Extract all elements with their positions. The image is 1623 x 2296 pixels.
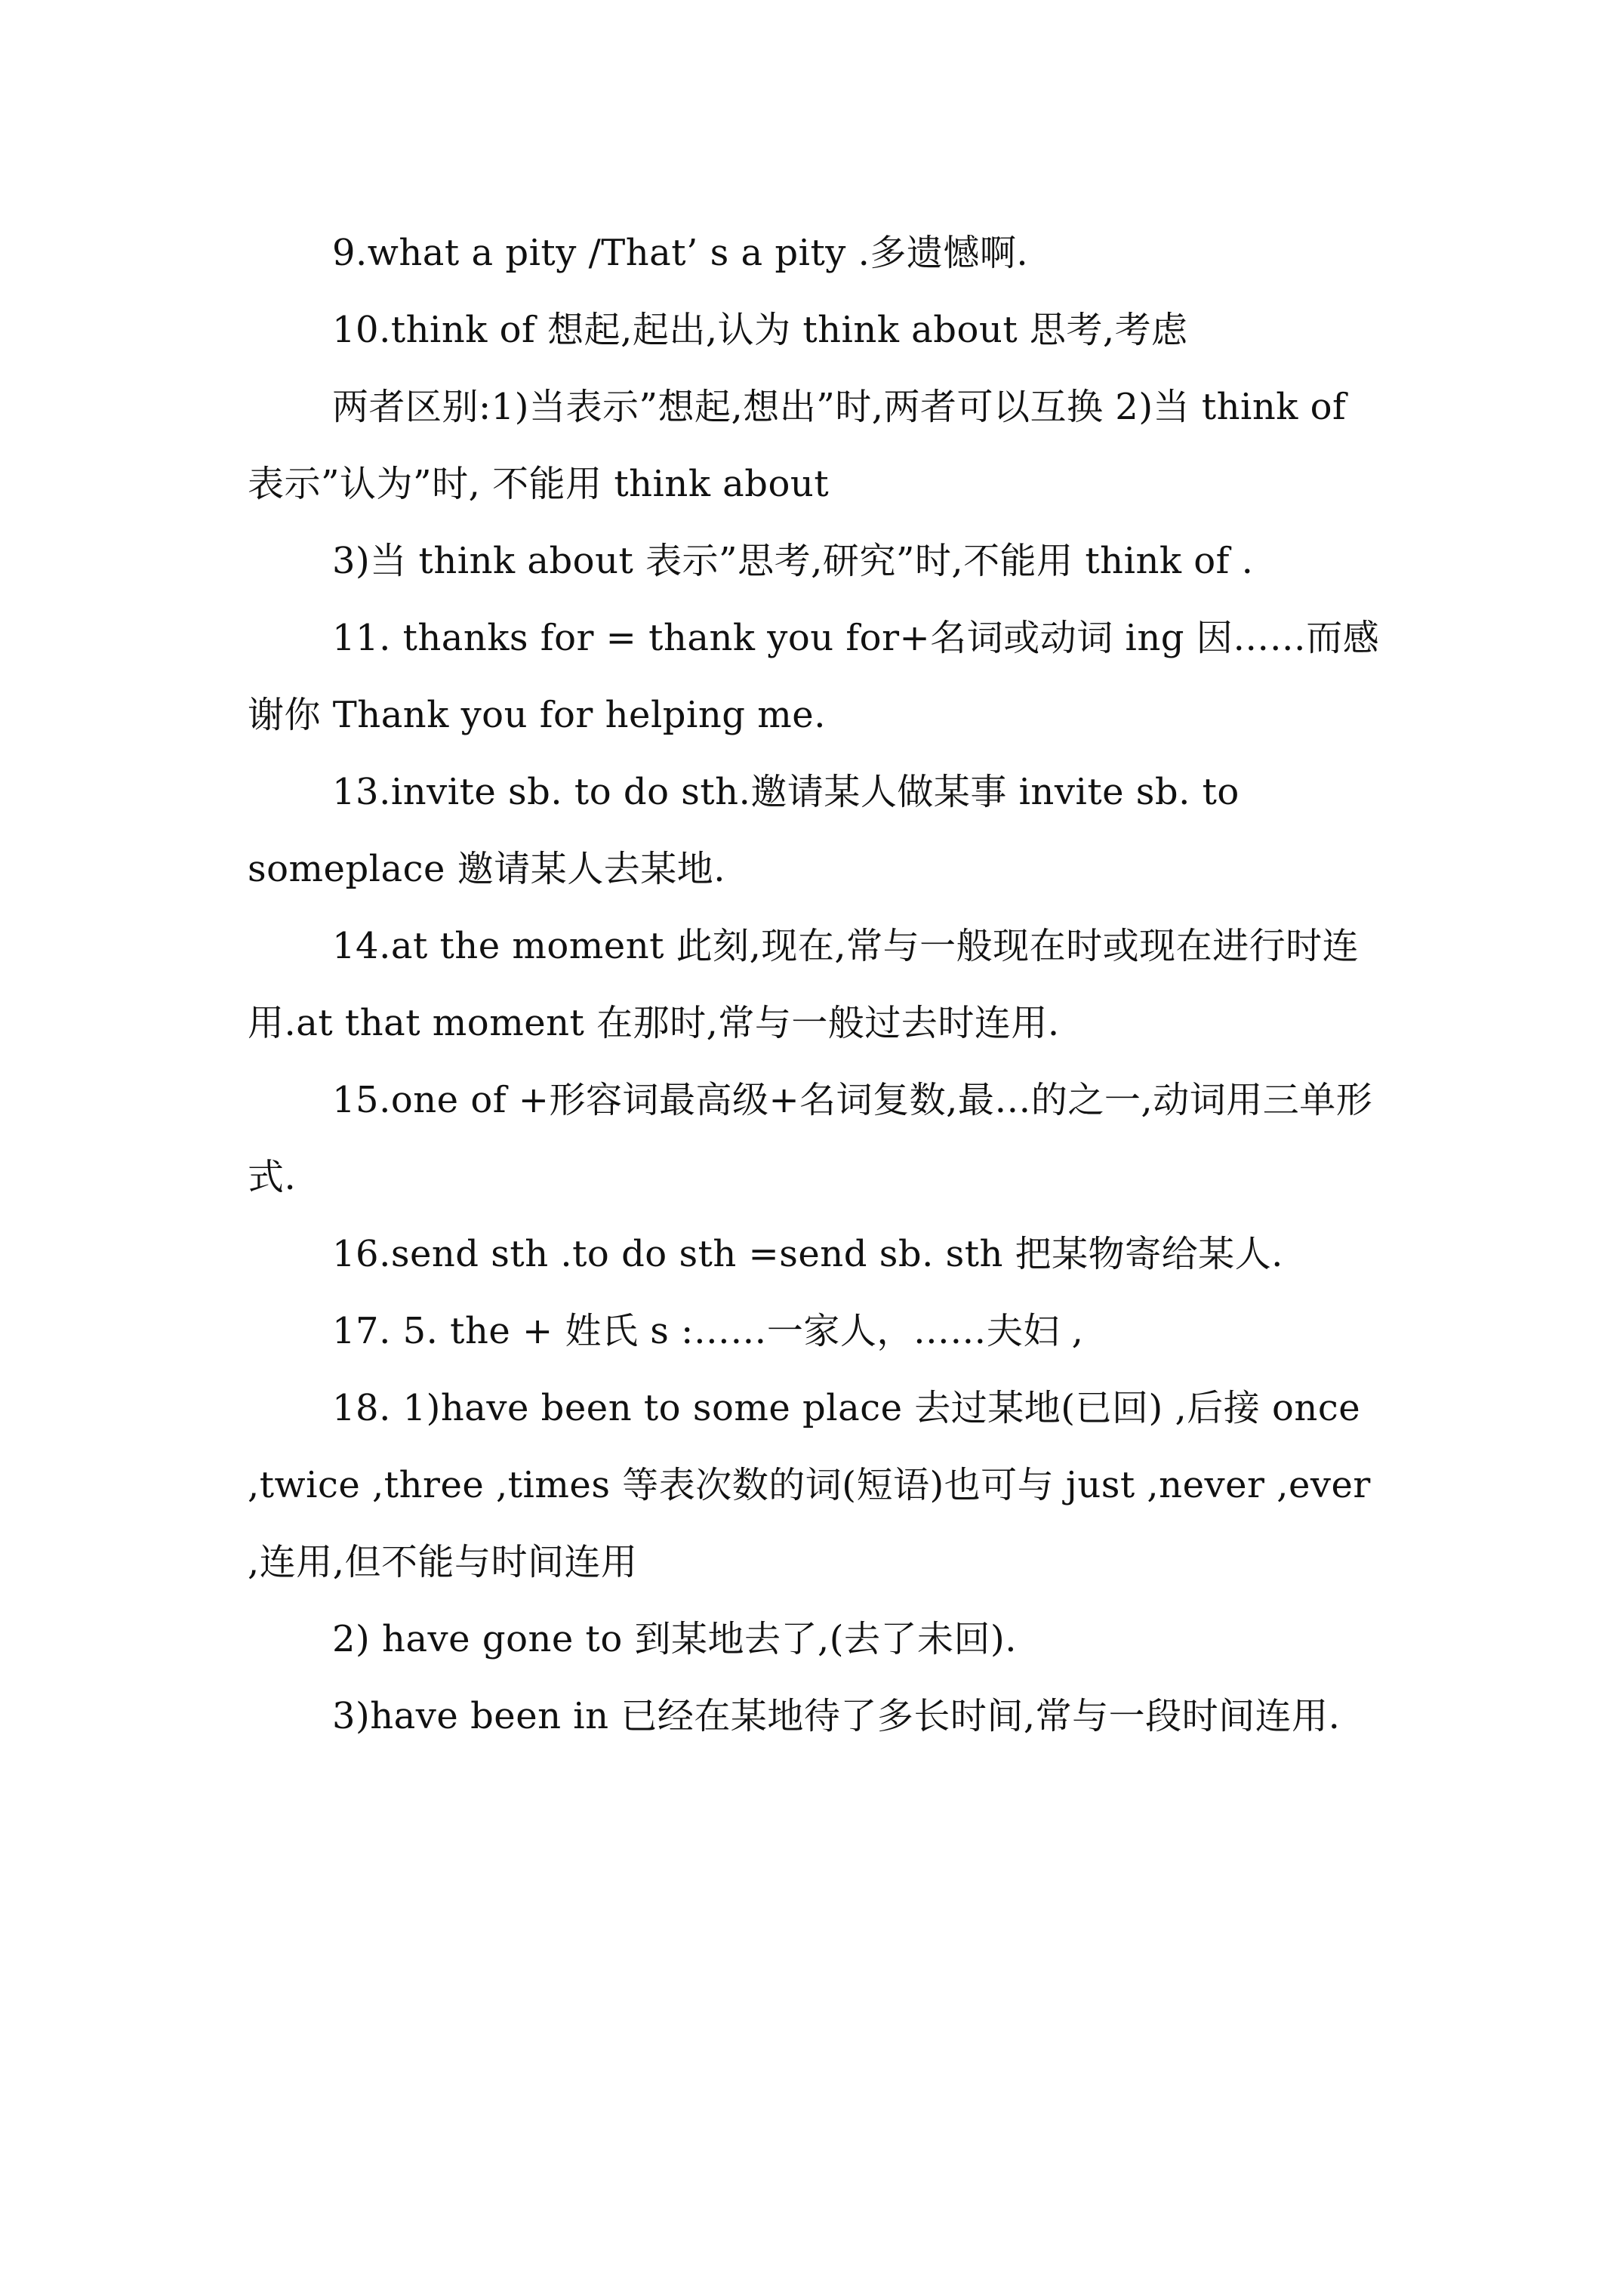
paragraph-one-of: 15.one of +形容词最高级+名词复数,最…的之一,动词用三单形式. xyxy=(248,1079,1373,1198)
paragraph-what-a-pity: 9.what a pity /That’ s a pity .多遗憾啊. xyxy=(332,232,1029,274)
paragraph-have-been-in: 3)have been in 已经在某地待了多长时间,常与一段时间连用. xyxy=(332,1695,1341,1737)
paragraph-at-the-moment: 14.at the moment 此刻,现在,常与一般现在时或现在进行时连用.at that moment 在那时,常与一般过去时连用. xyxy=(248,925,1360,1044)
paragraph-think-of-about: 10.think of 想起,起出,认为 think about 思考,考虑 xyxy=(332,309,1188,351)
paragraph-have-been-to: 18. 1)have been to some place 去过某地(已回) ,后接 once ,twice ,three ,times 等表次数的词(短语)也可与 just ,never ,ever ,连用,但不能与时间连用 xyxy=(248,1387,1383,1583)
paragraph-thanks-for: 11. thanks for = thank you for+名词或动词 ing 因……而感谢你 Thank you for helping me. xyxy=(248,617,1380,736)
paragraph-difference-3: 3)当 think about 表示”思考,研究”时,不能用 think of . xyxy=(332,540,1254,582)
paragraph-difference-1-2: 两者区别:1)当表示”想起,想出”时,两者可以互换 2)当 think of 表示”认为”时, 不能用 think about xyxy=(248,386,1359,505)
paragraph-have-gone-to: 2) have gone to 到某地去了,(去了未回). xyxy=(332,1618,1017,1660)
paragraph-invite: 13.invite sb. to do sth.邀请某人做某事 invite sb. to someplace 邀请某人去某地. xyxy=(248,771,1252,890)
paragraph-send-sth: 16.send sth .to do sth =send sb. sth 把某物寄给某人. xyxy=(332,1233,1283,1275)
paragraph-the-surname: 17. 5. the + 姓氏 s :……一家人，……夫妇 , xyxy=(332,1310,1084,1352)
document-body xyxy=(248,214,1387,1755)
